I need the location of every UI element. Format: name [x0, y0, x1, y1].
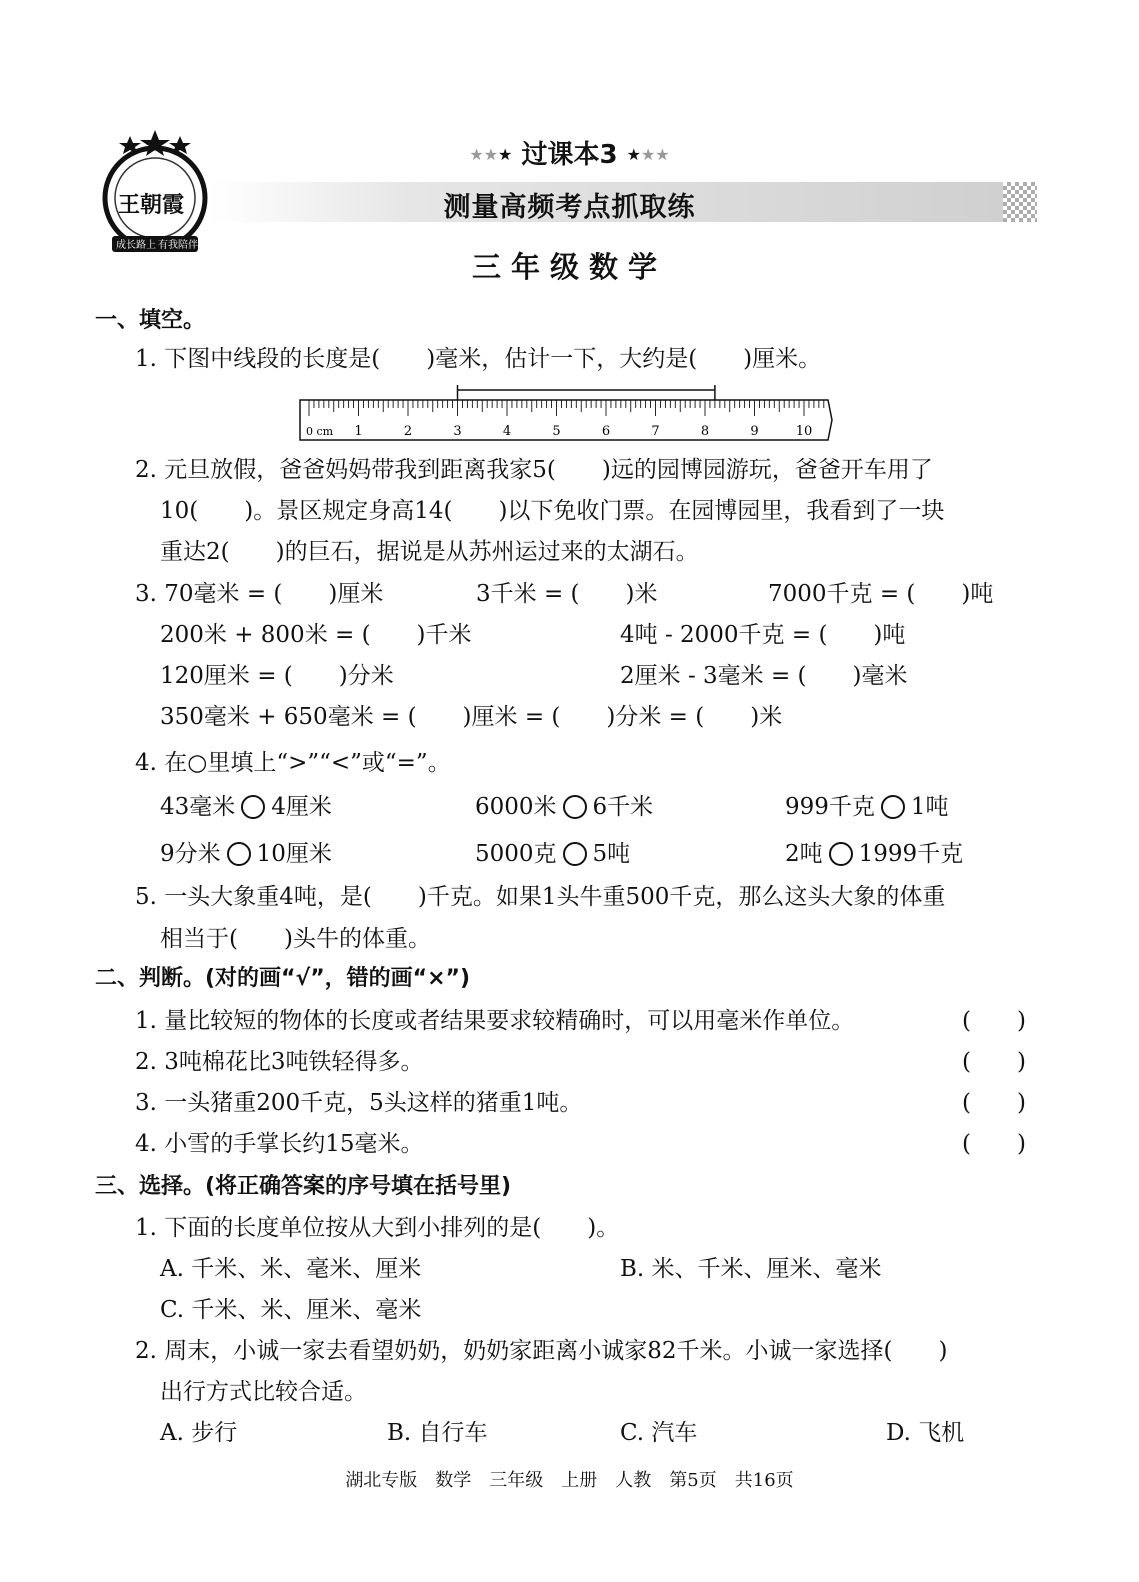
- logo-motto-right: 有我陪伴: [158, 240, 198, 251]
- section2-heading: 二、判断。(对的画“√”，错的画“×”): [95, 966, 471, 991]
- q1-4-text: 4. 在○里填上“>”“<”或“=”。: [135, 750, 451, 776]
- judge-item-4: 4. 小雪的手掌长约15毫米。: [135, 1131, 424, 1157]
- blank-circle[interactable]: [563, 795, 587, 819]
- judge-blank[interactable]: ( ): [962, 1090, 1026, 1116]
- compare-item: 43毫米 4厘米: [160, 794, 332, 820]
- compare-item: 999千克 1吨: [785, 794, 949, 820]
- choice-q1: 1. 下面的长度单位按从大到小排列的是( )。: [135, 1215, 620, 1241]
- q1-2-line2: 10( )。景区规定身高14( )以下免收门票。在园博园里，我看到了一块: [160, 498, 945, 524]
- q1-3-g: 2厘米 - 3毫米 = ( )毫米: [620, 663, 908, 689]
- choice-q1-option-b: B. 米、千米、厘米、毫米: [620, 1256, 882, 1282]
- q1-2-line1: 2. 元旦放假，爸爸妈妈带我到距离我家5( )远的园博园游玩，爸爸开车用了: [135, 457, 933, 483]
- q1-3-e: 4吨 - 2000千克 = ( )吨: [620, 622, 906, 648]
- ruler-number: 9: [750, 424, 759, 439]
- q1-3-f: 120厘米 = ( )分米: [160, 663, 394, 689]
- ruler-number: 5: [552, 424, 561, 439]
- judge-blank[interactable]: ( ): [962, 1008, 1026, 1034]
- q1-2-line3: 重达2( )的巨石，据说是从苏州运过来的太湖石。: [160, 539, 699, 565]
- q1-1-text: 1. 下图中线段的长度是( )毫米，估计一下，大约是( )厘米。: [135, 346, 822, 372]
- series-title: [0, 134, 1139, 171]
- judge-blank[interactable]: ( ): [962, 1049, 1026, 1075]
- blank-circle[interactable]: [881, 795, 905, 819]
- ruler-number: 6: [601, 424, 611, 439]
- blank-circle[interactable]: [563, 842, 587, 866]
- ruler-number: 8: [700, 424, 710, 439]
- q1-5-line2: 相当于( )头牛的体重。: [160, 926, 431, 952]
- compare-item: 5000克 5吨: [475, 841, 631, 867]
- star-icon: ★: [483, 145, 499, 164]
- compare-item: 2吨 1999千克: [785, 841, 964, 867]
- subject-title: 三年级数学: [471, 250, 667, 284]
- section3-heading: 三、选择。(将正确答案的序号填在括号里): [95, 1174, 512, 1199]
- ruler-number: 4: [502, 424, 512, 439]
- choice-q1-option-a: A. 千米、米、毫米、厘米: [160, 1256, 422, 1282]
- star-icon: ★: [469, 145, 484, 164]
- q1-3-c: 7000千克 = ( )吨: [768, 581, 994, 607]
- ruler-figure: [298, 383, 834, 443]
- compare-item: 6000米 6千米: [475, 794, 654, 820]
- judge-item-1: 1. 量比较短的物体的长度或者结果要求较精确时，可以用毫米作单位。: [135, 1008, 855, 1034]
- star-icon: ★: [655, 145, 670, 164]
- blank-circle[interactable]: [829, 842, 853, 866]
- ruler-number: 1: [354, 424, 363, 439]
- choice-q2-option-b: B. 自行车: [387, 1420, 488, 1446]
- q1-3-d: 200米 + 800米 = ( )千米: [160, 622, 472, 648]
- q1-3-b: 3千米 = ( )米: [476, 581, 658, 607]
- star-icon: ★: [640, 145, 656, 164]
- banner-title: 测量高频考点抓取练: [443, 192, 696, 223]
- logo-brand-text: 王朝霞: [118, 192, 185, 218]
- choice-q2-option-c: C. 汽车: [620, 1420, 698, 1446]
- judge-item-2: 2. 3吨棉花比3吨铁轻得多。: [135, 1049, 424, 1075]
- q1-3-a: 3. 70毫米 = ( )厘米: [135, 581, 384, 607]
- choice-q1-option-c: C. 千米、米、厘米、毫米: [160, 1297, 422, 1323]
- ruler-number: 10: [795, 424, 813, 439]
- choice-q2-option-d: D. 飞机: [886, 1420, 965, 1446]
- blank-circle[interactable]: [241, 795, 265, 819]
- judge-blank[interactable]: ( ): [962, 1131, 1026, 1157]
- compare-item: 9分米 10厘米: [160, 841, 332, 867]
- choice-q2-line2: 出行方式比较合适。: [160, 1379, 367, 1405]
- ruler-number: 3: [453, 424, 462, 439]
- ruler-number: 7: [651, 424, 660, 439]
- judge-item-3: 3. 一头猪重200千克，5头这样的猪重1吨。: [135, 1090, 583, 1116]
- ruler-number: 2: [403, 424, 413, 439]
- q1-3-h: 350毫米 + 650毫米 = ( )厘米 = ( )分米 = ( )米: [160, 704, 783, 730]
- series-title-text: 过课本3: [521, 140, 618, 170]
- choice-q2-line1: 2. 周末，小诚一家去看望奶奶，奶奶家距离小诚家82千米。小诚一家选择( ): [135, 1338, 948, 1364]
- page-footer: 湖北专版 数学 三年级 上册 人教 第5页 共16页: [345, 1470, 794, 1491]
- choice-q2-option-a: A. 步行: [160, 1420, 238, 1446]
- logo-motto-left: 成长路上: [116, 240, 156, 251]
- section1-heading: 一、填空。: [95, 308, 206, 333]
- q1-5-line1: 5. 一头大象重4吨，是( )千克。如果1头牛重500千克，那么这头大象的体重: [135, 884, 946, 910]
- ruler-unit-label: 0 cm: [306, 425, 334, 438]
- blank-circle[interactable]: [227, 842, 251, 866]
- star-icon: ★: [498, 145, 513, 164]
- star-icon: ★: [626, 145, 641, 164]
